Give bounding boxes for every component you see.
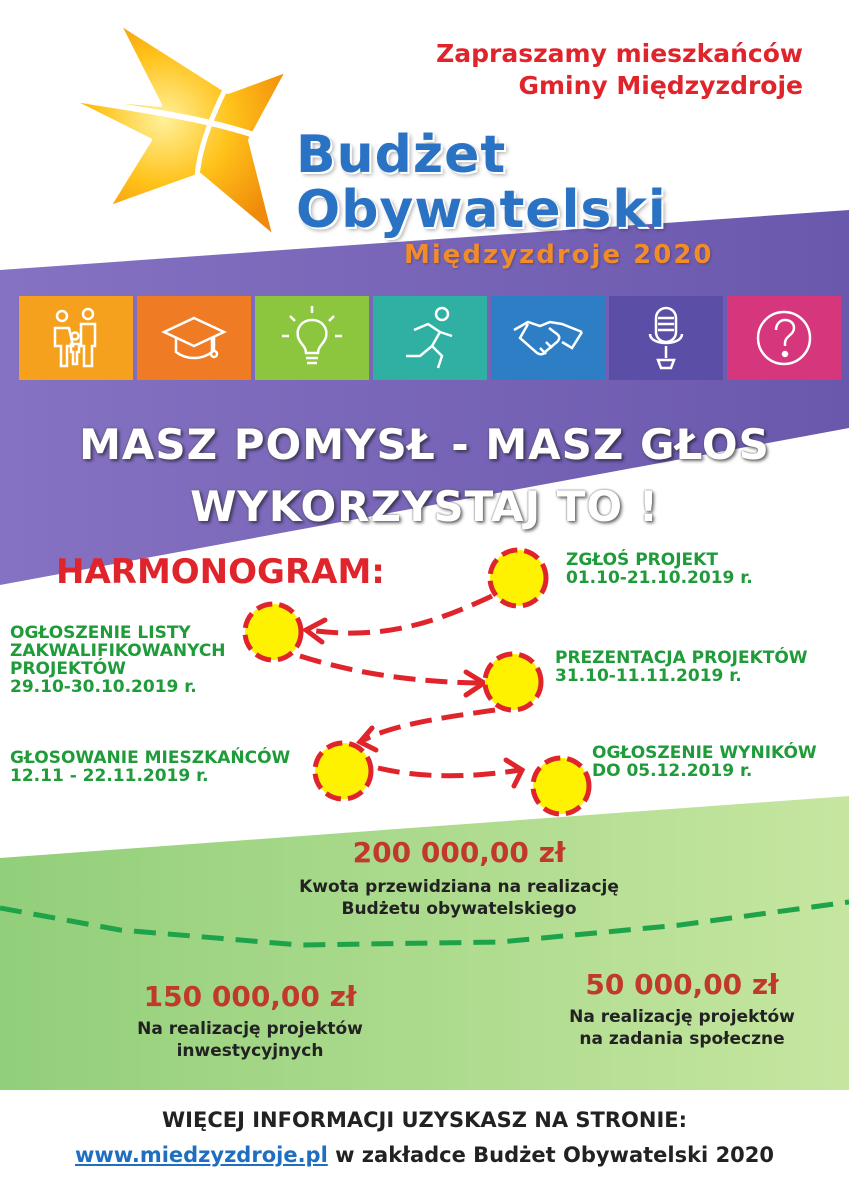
step-results-title: OGŁOSZENIE WYNIKÓW (592, 743, 817, 763)
step-presentation-title: PREZENTACJA PROJEKTÓW (555, 648, 808, 668)
microphone-icon (630, 302, 702, 374)
step-results (592, 744, 817, 780)
schedule-title: HARMONOGRAM: (56, 552, 385, 592)
step-voting (10, 749, 290, 785)
category-tiles (19, 296, 841, 380)
tile-culture (609, 296, 723, 380)
invite-line-2: Gminy Międzyzdroje (518, 71, 803, 100)
step-qualified-list (10, 624, 226, 696)
step-qualified-title-3: PROJEKTÓW (10, 659, 126, 679)
question-icon (748, 302, 820, 374)
total-amount: 200 000,00 zł (352, 836, 566, 869)
invite-text (283, 38, 803, 102)
social-amount: 50 000,00 zł (585, 968, 779, 1001)
tile-sport (373, 296, 487, 380)
invest-desc-line-2: inwestycyjnych (176, 1041, 324, 1061)
graduation-cap-icon (158, 302, 230, 374)
brand-title-line-1: Budżet (296, 125, 507, 185)
social-desc-line-1: Na realizację projektów (569, 1007, 795, 1027)
brand-subtitle: Międzyzdroje 2020 (404, 240, 714, 270)
runner-icon (394, 302, 466, 374)
website-line (0, 1143, 849, 1167)
social-description (512, 1006, 849, 1050)
step-results-date: DO 05.12.2019 r. (592, 761, 753, 781)
invest-amount: 150 000,00 zł (143, 980, 357, 1013)
family-icon (40, 302, 112, 374)
website-link[interactable]: www.miedzyzdroje.pl (74, 1143, 328, 1167)
step-qualified-title-1: OGŁOSZENIE LISTY (10, 623, 191, 643)
tile-idea (255, 296, 369, 380)
star-logo (62, 22, 288, 238)
tile-family (19, 296, 133, 380)
step-qualified-title-2: ZAKWALIFIKOWANYCH (10, 641, 226, 661)
step-submit-date: 01.10-21.10.2019 r. (566, 568, 753, 588)
handshake-icon (512, 302, 584, 374)
info-line: WIĘCEJ INFORMACJI UZYSKASZ NA STRONIE: (162, 1108, 687, 1132)
website-suffix: w zakładce Budżet Obywatelski 2020 (327, 1143, 775, 1167)
slogan-line-2: WYKORZYSTAJ TO ! (190, 482, 659, 531)
step-voting-date: 12.11 - 22.11.2019 r. (10, 766, 209, 786)
lightbulb-icon (276, 302, 348, 374)
step-submit (566, 551, 753, 587)
tile-other (727, 296, 841, 380)
total-description (224, 876, 694, 920)
social-desc-line-2: na zadania społeczne (579, 1029, 785, 1049)
slogan-line-1: MASZ POMYSŁ - MASZ GŁOS (79, 420, 770, 469)
step-presentation (555, 649, 808, 685)
brand-title-line-2: Obywatelski (296, 180, 667, 240)
step-qualified-date: 29.10-30.10.2019 r. (10, 677, 197, 697)
invite-line-1: Zapraszamy mieszkańców (436, 39, 803, 68)
total-desc-line-1: Kwota przewidziana na realizację (299, 877, 619, 897)
step-presentation-date: 31.10-11.11.2019 r. (555, 666, 742, 686)
invest-description (80, 1018, 420, 1062)
total-desc-line-2: Budżetu obywatelskiego (341, 899, 577, 919)
invest-desc-line-1: Na realizację projektów (137, 1019, 363, 1039)
tile-education (137, 296, 251, 380)
step-submit-title: ZGŁOŚ PROJEKT (566, 550, 718, 570)
tile-cooperation (491, 296, 605, 380)
step-voting-title: GŁOSOWANIE MIESZKAŃCÓW (10, 748, 291, 768)
